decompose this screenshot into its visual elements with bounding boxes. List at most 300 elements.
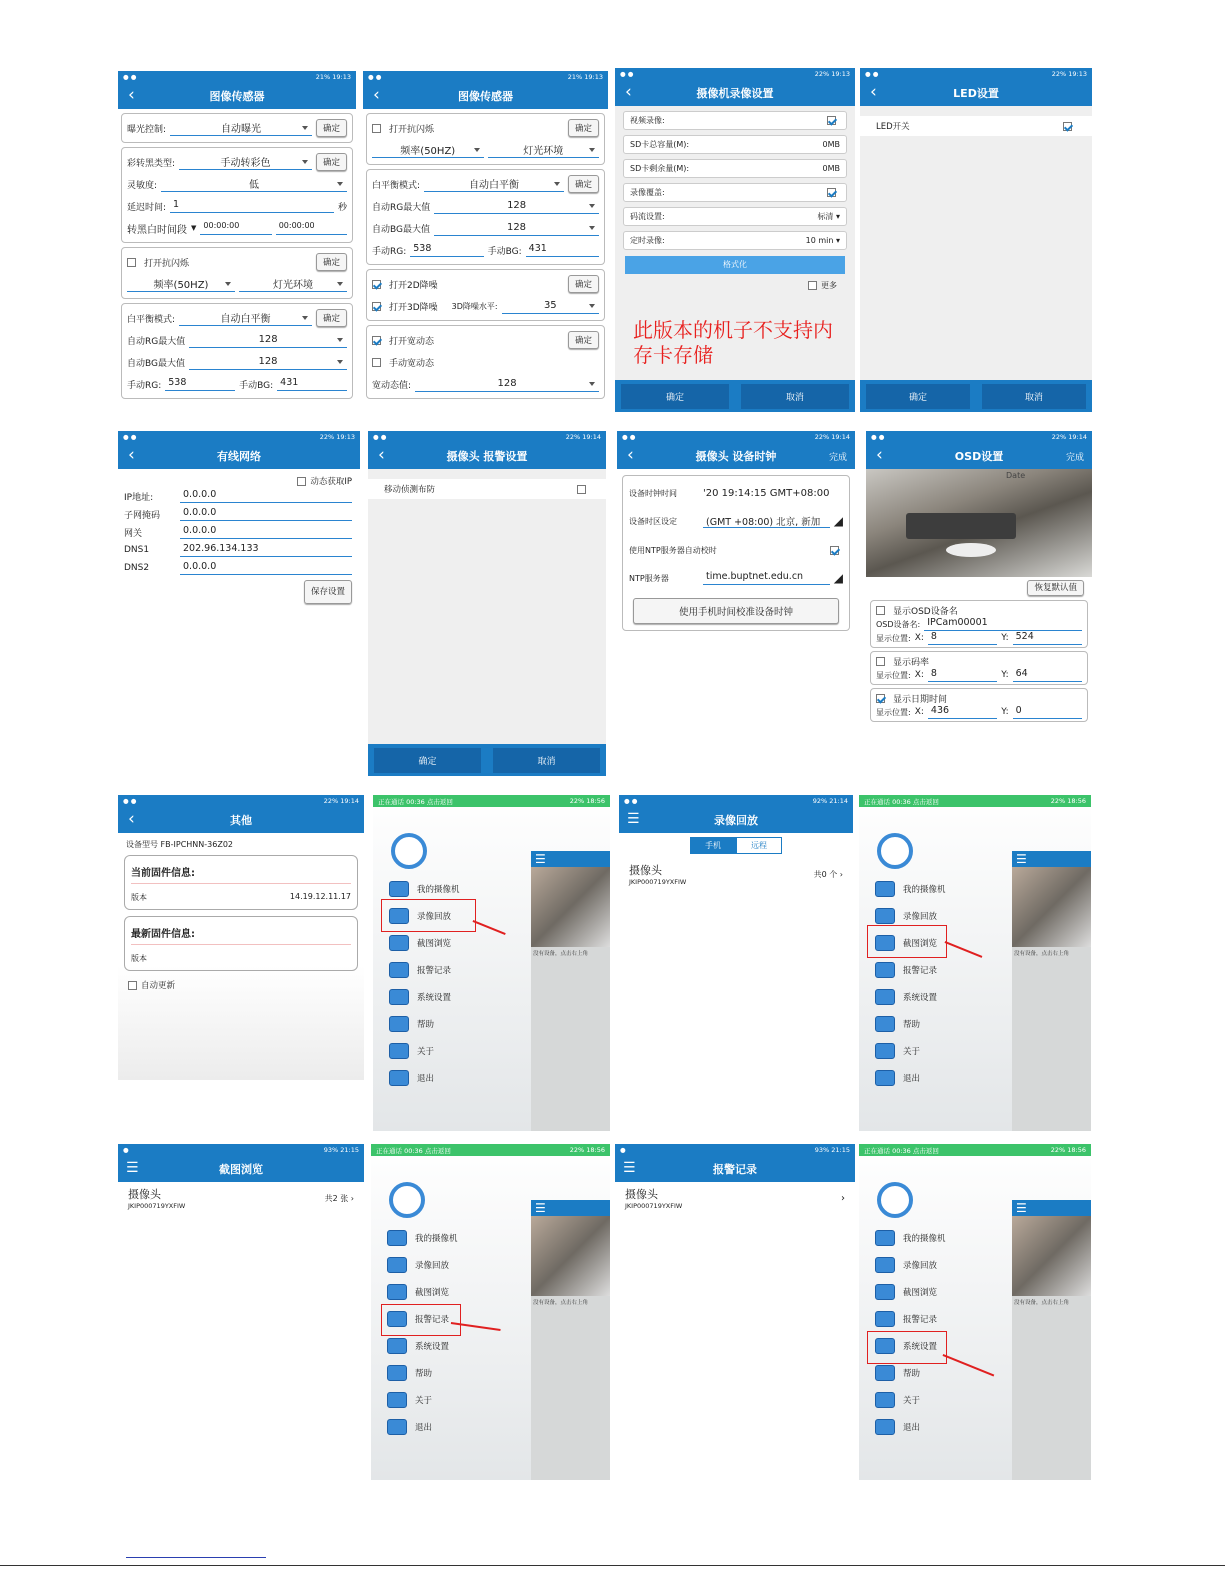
version-label: 版本 <box>131 893 147 902</box>
camera-icon <box>389 881 409 897</box>
dhcp-checkbox[interactable] <box>297 477 306 486</box>
manual-wdr-checkbox[interactable] <box>372 358 381 367</box>
gateway-label: 网关 <box>124 528 143 539</box>
phone-device-clock <box>617 431 855 646</box>
preview-thumbnail <box>1012 867 1091 947</box>
colorbw-label: 彩转黑类型: <box>127 158 176 169</box>
model-value: FB-IPCHNN-36Z02 <box>160 840 234 849</box>
date-overlay: Date <box>1006 471 1026 480</box>
highlight-box <box>381 899 476 932</box>
menu-about[interactable]: 关于 <box>387 1392 432 1408</box>
preview-thumbnail <box>531 867 610 947</box>
name-y-input[interactable]: 524 <box>1013 631 1082 645</box>
tab-phone[interactable]: 手机 <box>690 837 736 854</box>
list-icon[interactable]: ☰ <box>531 851 610 867</box>
menu-icon[interactable]: ☰ <box>627 811 640 827</box>
frequency-select[interactable]: 频率(50HZ) <box>372 142 484 158</box>
dnr3d-checkbox[interactable] <box>372 302 381 311</box>
stream-select[interactable]: 标清 ▾ <box>817 212 840 221</box>
bg-max-select[interactable]: 128 <box>434 220 599 236</box>
image-icon <box>387 1284 407 1300</box>
playback-icon <box>875 1257 895 1273</box>
latest-fw-title: 最新固件信息: <box>131 921 351 945</box>
wb-select[interactable]: 自动白平衡 <box>179 310 312 326</box>
tab-remote[interactable]: 远程 <box>736 837 782 854</box>
video-record-checkbox[interactable] <box>827 116 836 125</box>
dnr2d-label: 打开2D降噪 <box>389 280 438 291</box>
ntp-auto-checkbox[interactable] <box>830 546 839 555</box>
ok-button[interactable]: 确定 <box>316 309 347 327</box>
status-bar: 正在通话 00:36 点击返回 22% 18:56 <box>859 795 1091 807</box>
show-bitrate-label: 显示码率 <box>893 657 930 668</box>
dnr3d-level-label: 3D降噪水平: <box>451 301 498 311</box>
frequency-select[interactable]: 频率(50HZ) <box>127 276 235 292</box>
overwrite-checkbox[interactable] <box>827 188 836 197</box>
menu-alarm-log[interactable]: 报警记录 <box>389 962 451 978</box>
exposure-select[interactable]: 自动曝光 <box>170 120 312 136</box>
phone-led-settings <box>860 68 1092 412</box>
page-title: 摄像头 设备时钟 <box>695 450 777 463</box>
image-icon <box>875 1284 895 1300</box>
new-version-label: 版本 <box>131 954 147 963</box>
tz-select[interactable]: (GMT +08:00) 北京, 新加 <box>703 514 830 528</box>
menu-exit[interactable]: 退出 <box>875 1070 920 1086</box>
current-fw-card <box>124 855 358 910</box>
phone-alarm-settings <box>368 431 606 776</box>
note-text: 此版本的机子不支持内存卡存储 <box>633 318 833 367</box>
bg-max-select[interactable]: 128 <box>189 354 347 370</box>
menu-playback[interactable]: 录像回放 <box>875 1257 937 1273</box>
bitrate-y-input[interactable]: 64 <box>1013 668 1082 682</box>
menu-help[interactable]: 帮助 <box>389 1016 434 1032</box>
page-title: 录像回放 <box>714 814 758 827</box>
done-button[interactable]: 完成 <box>828 453 847 463</box>
exposure-label: 曝光控制: <box>127 124 167 135</box>
clock-card <box>622 475 850 631</box>
gateway-input[interactable]: 0.0.0.0 <box>180 525 352 539</box>
datetime-block <box>870 688 1088 722</box>
status-bar: ● ● 22% 19:14 <box>866 431 1092 443</box>
show-bitrate-checkbox[interactable] <box>876 657 885 666</box>
sofa-shape <box>906 513 1016 539</box>
phone-drawer-snapshots <box>859 795 1091 1131</box>
title-bar <box>368 443 606 469</box>
page-title: 图像传感器 <box>209 90 265 103</box>
led-switch-checkbox[interactable] <box>1063 122 1072 131</box>
back-icon[interactable]: ‹ <box>128 809 135 829</box>
wb-select[interactable]: 自动白平衡 <box>424 176 564 192</box>
title-bar <box>860 80 1092 106</box>
exit-icon <box>875 1070 895 1086</box>
page-title: 摄像头 报警设置 <box>446 450 528 463</box>
motion-checkbox[interactable] <box>577 485 586 494</box>
playback-icon <box>387 1257 407 1273</box>
list-icon[interactable]: ☰ <box>531 1200 610 1216</box>
more-label: 更多 <box>821 281 837 290</box>
led-switch-row <box>860 116 1092 136</box>
side-hint-text: 没有设备，点击右上角 <box>533 951 589 957</box>
info-icon <box>875 1043 895 1059</box>
avatar <box>391 833 427 869</box>
dnr3d-level-select[interactable]: 35 <box>502 298 599 314</box>
model-label: 设备型号 <box>126 840 158 849</box>
period-select[interactable]: 转黑白时间段 <box>127 224 187 236</box>
exposure-block <box>121 113 353 143</box>
menu-playback[interactable]: 录像回放 <box>389 908 451 924</box>
menu-playback[interactable]: 录像回放 <box>387 1257 449 1273</box>
ok-button[interactable]: 确定 <box>621 384 729 409</box>
manual-bg-input[interactable]: 431 <box>277 377 347 391</box>
sd-free-value: 0MB <box>822 164 840 173</box>
footer-bar <box>368 744 606 776</box>
wdr-checkbox[interactable] <box>372 336 381 345</box>
delay-input[interactable]: 1 <box>170 199 334 213</box>
exit-icon <box>875 1419 895 1435</box>
x-label: X: <box>914 670 924 680</box>
settings-icon <box>389 989 409 1005</box>
wb-label: 白平衡模式: <box>372 180 421 191</box>
cancel-button[interactable]: 取消 <box>741 384 849 409</box>
phone-wired-network <box>118 431 360 776</box>
list-icon[interactable]: ☰ <box>1012 851 1091 867</box>
save-button[interactable]: 保存设置 <box>304 580 352 604</box>
menu-exit[interactable]: 退出 <box>387 1419 432 1435</box>
menu-snapshots[interactable]: 截图浏览 <box>389 935 451 951</box>
camera-uid: JKIP000719YXFIW <box>625 1202 683 1210</box>
menu-about[interactable]: 关于 <box>389 1043 434 1059</box>
camera-preview-image <box>866 469 1092 577</box>
menu-system-settings[interactable]: 系统设置 <box>387 1338 449 1354</box>
ok-button[interactable]: 确定 <box>568 175 599 193</box>
overwrite-row <box>623 183 847 202</box>
avatar <box>877 1182 913 1218</box>
title-bar <box>363 83 608 109</box>
dns2-input[interactable]: 0.0.0.0 <box>180 561 352 575</box>
timer-label: 定时录像: <box>630 236 665 245</box>
white-balance-block <box>366 169 605 265</box>
bg-max-label: 自动BG最大值 <box>372 224 430 235</box>
restore-button[interactable]: 恢复默认值 <box>1027 580 1084 596</box>
page-title: 截图浏览 <box>219 1163 263 1176</box>
time-end[interactable]: 00:00:00 <box>276 221 347 235</box>
status-bar: ● ● 22% 19:14 <box>617 431 855 443</box>
footer-bar <box>615 380 855 412</box>
manual-bg-label: 手动BG: <box>487 246 522 257</box>
side-panel <box>531 851 610 1131</box>
camera-icon <box>875 881 895 897</box>
side-hint-text: 没有设备，点击右上角 <box>1014 1300 1070 1306</box>
bitrate-x-input[interactable]: 8 <box>928 668 997 682</box>
dnr2d-checkbox[interactable] <box>372 280 381 289</box>
menu-help[interactable]: 帮助 <box>387 1365 432 1381</box>
camera-icon <box>875 1230 895 1246</box>
back-icon[interactable]: ‹ <box>870 82 877 102</box>
list-item[interactable] <box>118 1182 364 1212</box>
status-bar: ● 93% 21:15 <box>615 1144 855 1156</box>
back-icon[interactable]: ‹ <box>627 445 634 465</box>
menu-help[interactable]: 帮助 <box>875 1365 920 1381</box>
table-shape <box>946 543 996 557</box>
back-icon[interactable]: ‹ <box>373 85 380 105</box>
name-x-input[interactable]: 8 <box>928 631 997 645</box>
wdr-value-select[interactable]: 128 <box>415 376 599 392</box>
timer-select[interactable]: 10 min ▾ <box>805 236 840 245</box>
antiflicker-label: 打开抗闪烁 <box>144 258 190 269</box>
bg-max-label: 自动BG最大值 <box>127 358 185 369</box>
ok-button[interactable]: 确定 <box>568 331 599 349</box>
title-bar <box>118 1156 364 1182</box>
highlight-box <box>867 925 947 958</box>
list-icon[interactable]: ☰ <box>1012 1200 1091 1216</box>
dhcp-row <box>118 469 360 487</box>
auto-update-label: 自动更新 <box>141 981 176 991</box>
ip-input[interactable]: 0.0.0.0 <box>180 489 352 503</box>
done-button[interactable]: 完成 <box>1065 453 1084 463</box>
motion-label: 移动侦测布防 <box>384 485 436 495</box>
color-bw-block <box>121 147 353 243</box>
wdr-value-label: 宽动态值: <box>372 380 412 391</box>
phone-drawer-playback <box>373 795 610 1131</box>
antiflicker-block <box>366 113 605 165</box>
pos-label: 显示位置: <box>876 707 911 717</box>
osd-name-block <box>870 600 1088 648</box>
rg-max-select[interactable]: 128 <box>434 198 599 214</box>
dev-time-label: 设备时钟时间 <box>629 488 677 498</box>
video-record-label: 视频录像: <box>630 116 665 125</box>
chat-bubble-icon <box>875 1311 895 1327</box>
osd-name-input[interactable]: IPCam00001 <box>924 617 1082 631</box>
ok-button[interactable]: 确定 <box>568 275 599 293</box>
back-icon[interactable]: ‹ <box>625 82 632 102</box>
antiflicker-block <box>121 247 353 299</box>
ok-button[interactable]: 确定 <box>316 253 347 271</box>
dns1-input[interactable]: 202.96.134.133 <box>180 543 352 557</box>
ok-button[interactable]: 确定 <box>374 748 481 773</box>
manual-bg-input[interactable]: 431 <box>526 243 599 257</box>
stream-row <box>623 207 847 226</box>
timer-row <box>623 231 847 250</box>
y-label: Y: <box>1001 633 1009 643</box>
antiflicker-checkbox[interactable] <box>372 124 381 133</box>
manual-rg-label: 手动RG: <box>372 246 407 257</box>
menu-about[interactable]: 关于 <box>875 1392 920 1408</box>
book-icon <box>389 1016 409 1032</box>
light-select[interactable]: 灯光环境 <box>239 276 347 292</box>
menu-alarm-log[interactable]: 报警记录 <box>875 962 937 978</box>
menu-my-camera[interactable]: 我的摄像机 <box>875 881 946 897</box>
book-icon <box>387 1365 407 1381</box>
datetime-y-input[interactable]: 0 <box>1013 705 1082 719</box>
phone-drawer-alarm <box>371 1144 610 1480</box>
overwrite-label: 录像覆盖: <box>630 188 665 197</box>
camera-name: 摄像头 <box>629 864 662 877</box>
avatar <box>389 1182 425 1218</box>
show-name-checkbox[interactable] <box>876 606 885 615</box>
phone-alarm-log <box>615 1144 855 1212</box>
auto-update-row <box>118 977 364 993</box>
title-bar <box>118 443 360 469</box>
preview-thumbnail <box>531 1216 610 1296</box>
cancel-button[interactable]: 取消 <box>493 748 600 773</box>
mask-label: 子网掩码 <box>124 510 161 521</box>
menu-my-camera[interactable]: 我的摄像机 <box>387 1230 458 1246</box>
chat-bubble-icon <box>875 962 895 978</box>
video-record-row <box>623 111 847 130</box>
phone-playback <box>619 795 853 890</box>
time-start[interactable]: 00:00:00 <box>200 221 271 235</box>
current-version-value: 14.19.12.11.17 <box>289 892 351 901</box>
phone-image-sensor-1 <box>118 71 356 413</box>
page-title: LED设置 <box>953 87 999 100</box>
info-icon <box>875 1392 895 1408</box>
wdr-block <box>366 325 605 399</box>
format-button[interactable]: 格式化 <box>625 256 845 274</box>
title-bar <box>617 443 855 469</box>
tz-label: 设备时区设定 <box>629 516 677 526</box>
menu-alarm-log[interactable]: 报警记录 <box>875 1311 937 1327</box>
sync-time-button[interactable]: 使用手机时间校准设备时钟 <box>633 598 839 624</box>
info-icon <box>387 1392 407 1408</box>
show-datetime-checkbox[interactable] <box>876 694 885 703</box>
motion-row <box>368 479 606 499</box>
ok-button[interactable]: 确定 <box>568 119 599 137</box>
camera-name: 摄像头 <box>128 1188 161 1201</box>
book-icon <box>875 1016 895 1032</box>
phone-snapshots <box>118 1144 364 1212</box>
playback-icon <box>875 908 895 924</box>
wdr-label: 打开宽动态 <box>389 336 435 347</box>
list-item[interactable] <box>619 858 853 890</box>
menu-system-settings[interactable]: 系统设置 <box>875 1338 937 1354</box>
manual-rg-input[interactable]: 538 <box>165 377 235 391</box>
exit-icon <box>387 1419 407 1435</box>
pos-label: 显示位置: <box>876 633 911 643</box>
side-hint-text: 没有设备，点击右上角 <box>1014 951 1070 957</box>
dhcp-label: 动态获取IP <box>310 477 352 487</box>
sensitivity-label: 灵敏度: <box>127 180 158 191</box>
menu-my-camera[interactable]: 我的摄像机 <box>389 881 460 897</box>
sd-total-value: 0MB <box>822 140 840 149</box>
phone-record-settings <box>615 68 855 412</box>
status-bar: ● 93% 21:15 <box>118 1144 364 1156</box>
status-bar: ● ● 92% 21:14 <box>619 795 853 807</box>
sd-total-row <box>623 135 847 154</box>
more-row <box>615 280 855 291</box>
menu-playback[interactable]: 录像回放 <box>875 908 937 924</box>
save-row <box>118 577 360 605</box>
dropdown-corner-icon: ◢ <box>833 514 843 528</box>
dnr3d-label: 打开3D降噪 <box>389 302 438 313</box>
link-underline <box>126 1557 266 1558</box>
sensitivity-select[interactable]: 低 <box>161 176 347 192</box>
x-label: X: <box>914 707 924 717</box>
bitrate-block <box>870 651 1088 685</box>
ntp-input[interactable]: time.buptnet.edu.cn <box>703 571 830 585</box>
status-bar: ● ● 22% 19:13 <box>860 68 1092 80</box>
status-bar: 正在通话 00:36 点击返回 22% 18:56 <box>859 1144 1091 1156</box>
menu-snapshots[interactable]: 截图浏览 <box>875 935 937 951</box>
menu-my-camera[interactable]: 我的摄像机 <box>875 1230 946 1246</box>
rg-max-select[interactable]: 128 <box>189 332 347 348</box>
side-panel <box>1012 851 1091 1131</box>
phone-other <box>118 795 364 1080</box>
info-icon <box>389 1043 409 1059</box>
title-bar <box>615 1156 855 1182</box>
white-balance-block <box>121 303 353 399</box>
antiflicker-checkbox[interactable] <box>127 258 136 267</box>
auto-update-checkbox[interactable] <box>128 981 137 990</box>
back-icon[interactable]: ‹ <box>378 445 385 465</box>
delay-label: 延迟时间: <box>127 202 167 213</box>
camera-uid: JKIP000719YXFIW <box>629 878 687 886</box>
cancel-button[interactable]: 取消 <box>982 384 1086 409</box>
menu-icon[interactable]: ☰ <box>623 1160 636 1176</box>
colorbw-select[interactable]: 手动转彩色 <box>179 154 312 170</box>
ok-button[interactable]: 确定 <box>316 153 347 171</box>
dropdown-corner-icon: ◢ <box>833 571 843 585</box>
page-title: 有线网络 <box>217 450 261 463</box>
preview-thumbnail <box>1012 1216 1091 1296</box>
current-fw-title: 当前固件信息: <box>131 860 351 884</box>
manual-bg-label: 手动BG: <box>239 380 274 391</box>
menu-help[interactable]: 帮助 <box>875 1016 920 1032</box>
datetime-x-input[interactable]: 436 <box>928 705 997 719</box>
menu-exit[interactable]: 退出 <box>389 1070 434 1086</box>
ok-button[interactable]: 确定 <box>866 384 970 409</box>
title-bar <box>118 83 356 109</box>
more-checkbox[interactable] <box>808 281 817 290</box>
list-item[interactable] <box>615 1182 855 1212</box>
phone-image-sensor-2 <box>363 71 608 413</box>
back-icon[interactable]: ‹ <box>876 445 883 465</box>
status-bar: 正在通话 00:36 点击返回 22% 18:56 <box>373 795 610 807</box>
menu-exit[interactable]: 退出 <box>875 1419 920 1435</box>
back-icon[interactable]: ‹ <box>128 445 135 465</box>
status-bar: ● ● 21% 19:13 <box>118 71 356 83</box>
manual-rg-input[interactable]: 538 <box>410 243 483 257</box>
mask-input[interactable]: 0.0.0.0 <box>180 507 352 521</box>
menu-about[interactable]: 关于 <box>875 1043 920 1059</box>
status-bar: ● ● 21% 19:13 <box>363 71 608 83</box>
back-icon[interactable]: ‹ <box>128 85 135 105</box>
light-select[interactable]: 灯光环境 <box>488 142 600 158</box>
menu-snapshots[interactable]: 截图浏览 <box>387 1284 449 1300</box>
sd-free-row <box>623 159 847 178</box>
osd-name-label: OSD设备名: <box>876 619 921 629</box>
dns2-label: DNS2 <box>124 563 150 573</box>
show-datetime-label: 显示日期时间 <box>893 694 948 705</box>
manual-rg-label: 手动RG: <box>127 380 162 391</box>
title-bar <box>866 443 1092 469</box>
menu-system-settings[interactable]: 系统设置 <box>389 989 451 1005</box>
sd-total-label: SD卡总容量(M): <box>630 140 690 149</box>
sd-free-label: SD卡剩余量(M): <box>630 164 690 173</box>
side-panel <box>1012 1200 1091 1480</box>
menu-icon[interactable]: ☰ <box>126 1160 139 1176</box>
title-bar <box>619 807 853 833</box>
chat-bubble-icon <box>389 962 409 978</box>
delay-unit: 秒 <box>337 202 347 213</box>
led-switch-label: LED开关 <box>876 122 910 132</box>
ok-button[interactable]: 确定 <box>316 119 347 137</box>
menu-system-settings[interactable]: 系统设置 <box>875 989 937 1005</box>
page-title: 图像传感器 <box>458 90 513 103</box>
ip-label: IP地址: <box>124 492 154 503</box>
status-bar: ● ● 22% 19:13 <box>118 431 360 443</box>
menu-alarm-log[interactable]: 报警记录 <box>387 1311 449 1327</box>
menu-snapshots[interactable]: 截图浏览 <box>875 1284 937 1300</box>
wb-label: 白平衡模式: <box>127 314 176 325</box>
